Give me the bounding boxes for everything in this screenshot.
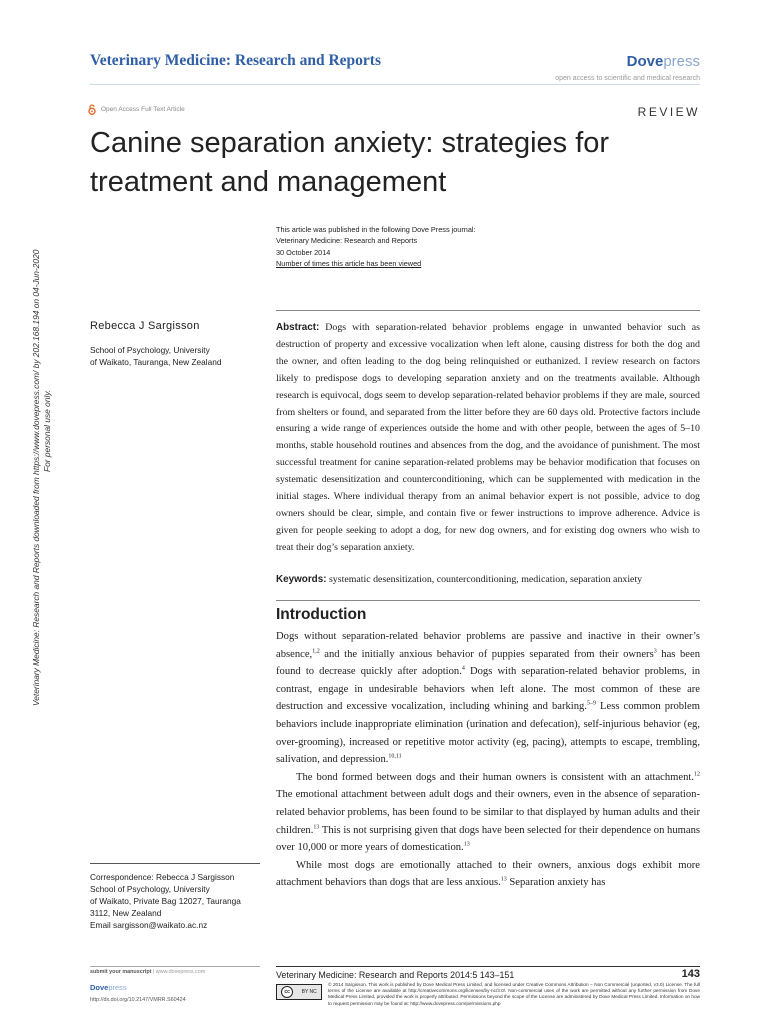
keywords xyxy=(276,572,700,588)
introduction-heading: Introduction xyxy=(276,606,367,623)
citation-ref[interactable]: 13 xyxy=(463,841,470,848)
author-name: Rebecca J Sargisson xyxy=(90,320,200,332)
correspondence-line: School of Psychology, University xyxy=(90,884,210,894)
title-line-1: Canine separation anxiety: strategies for xyxy=(90,127,610,159)
article-title xyxy=(90,124,650,202)
abstract-text: Dogs with separation-related behavior problems engage in unwanted behavior such as destruction of property and excessive vocalization when left alone, causing distress for both the dog and the owner, and often leading to the dog being relinquished or euthanized. I review research on factors likely to predispose dogs to developing separation anxiety and on the treatments available. Although research is equivocal, dogs seem to develop separation-related behavior problems if they are male, sourced from shelters or found, and separated from the litter before they are 60 days old. Protective factors include ensuring a wide range of experiences outside the home and with other people, between the ages of 5–10 months, stable household routines and absences from the dog, and the avoidance of punishment. The most successful treatment for canine separation-related problems may be behavior modification that focuses on systematic desensitization and counterconditioning, which can be supplemented with medication in the initial stages. Where individual therapy from an animal behavior expert is not possible, advice to dog owners should be clear, simple, and contain five or fewer instructions to improve adherence. Advice is given for people seeking to adopt a dog, for new dog owners, and for existing dog owners who wish to treat their dog’s separation anxiety. xyxy=(276,322,700,553)
correspondence-line: 3112, New Zealand xyxy=(90,908,162,918)
footer-divider-left xyxy=(90,966,260,967)
citation-ref[interactable]: 5–9 xyxy=(586,700,596,707)
abstract-label: Abstract: xyxy=(276,322,320,333)
keywords-label: Keywords: xyxy=(276,574,327,585)
watermark-line-2: For personal use only. xyxy=(42,389,52,473)
correspondence xyxy=(90,871,265,931)
footer-divider-right xyxy=(276,966,700,967)
dovepress-logo[interactable] xyxy=(627,53,700,70)
creative-commons-badge[interactable] xyxy=(276,984,322,1000)
intro-divider xyxy=(276,600,700,601)
license-badge-text: BY NC xyxy=(301,989,317,995)
pubinfo-line-1: This article was published in the following Dove Press journal: xyxy=(276,225,476,234)
affiliation-line: of Waikato, Tauranga, New Zealand xyxy=(90,357,222,367)
citation-ref[interactable]: 1,2 xyxy=(312,648,320,655)
pubinfo-date: 30 October 2014 xyxy=(276,247,331,257)
citation-ref[interactable]: 3 xyxy=(653,648,657,655)
header-divider xyxy=(90,84,700,85)
keywords-text: systematic desensitization, counterconditioning, medication, separation anxiety xyxy=(328,574,643,585)
paragraph-1: Dogs without separation-related behavior problems are passive and inactive in their owner’s absence,$^{1,2}$ and the initially anxious behavior of puppies separated from their owners$^3$ has been found to decrease quickly after adoption.$^4$ Dogs with separation-related behavior problems, in contrast, engage in undesirable behaviors when left alone. The most common of these are destruction and excessive vocalization, including whining and barking.$^{5-9}$ Less common problem behaviors include inappropriate elimination (urination and defecation), self-injurious behavior (eg, over-grooming), increased or repetitive motor activity (eg, pacing), attempts to escape, trembling, salivation, and depression.$^{10,11}$ xyxy=(276,631,700,766)
paragraph-3: While most dogs are emotionally attached to their owners, anxious dogs exhibit more attachment behaviors than dogs that are less anxious.$^{13}$ Separation anxiety has xyxy=(276,859,700,889)
pubinfo-journal: Veterinary Medicine: Research and Reports xyxy=(276,236,418,246)
journal-title: Veterinary Medicine: Research and Reports xyxy=(90,52,382,69)
citation-ref[interactable]: 12 xyxy=(694,771,700,778)
brand-suffix: press xyxy=(663,53,700,70)
correspondence-divider xyxy=(90,863,260,864)
publication-info xyxy=(276,224,476,270)
pubinfo-divider xyxy=(276,310,700,311)
watermark-line-1: Veterinary Medicine: Research and Reports downloaded from https://www.dovepress.com/ by 202.168.194 on 04-Jun-2020 xyxy=(31,249,41,706)
brand-main: Dove xyxy=(626,53,664,70)
license-text: © 2014 Sargisson. This work is published by Dove Medical Press Limited, and licensed under Creative Commons Attribution – Non Commercial (unported, v3.0) License. The full terms of the License are available at http://creativecommons.org/licenses/by-nc/3.0/. Non-commercial uses of the work are permitted without any further permission from Dove Medical Press Limited, provided the work is properly attributed. Permissions beyond the scope of the License are administered by Dove Medical Press Limited. Information on how to request permission may be found at: http://www.dovepress.com/permissions.php xyxy=(328,982,700,1006)
citation-ref[interactable]: 4 xyxy=(461,665,465,672)
cc-icon: cc xyxy=(281,986,293,998)
open-access-label: Open Access Full Text Article xyxy=(101,106,185,113)
abstract xyxy=(276,320,700,557)
author-affiliation xyxy=(90,344,260,368)
citation-ref[interactable]: 13 xyxy=(313,824,320,830)
introduction-body xyxy=(276,628,700,892)
paragraph-2: The bond formed between dogs and their human owners is consistent with an attachment.$^{12}$ The emotional attachment between adult dogs and their owners, even in the absence of separation-related behavior problems, has been found to be similar to that displayed by human adults and their children.$^{13}$ This is not surprising given that dogs have been selected for their dependence on humans over 10,000 or more years of domestication.$^{13}$ xyxy=(276,771,700,854)
open-access-badge xyxy=(88,104,185,115)
download-watermark xyxy=(31,156,67,706)
tagline: open access to scientific and medical research xyxy=(555,75,700,82)
footer-dovepress-logo[interactable]: Dovepress xyxy=(90,983,127,992)
open-access-icon xyxy=(88,104,96,115)
citation-ref[interactable]: 10,11 xyxy=(388,753,402,760)
doi-link[interactable]: http://dx.doi.org/10.2147/VMRR.S60424 xyxy=(90,997,186,1003)
article-type: REVIEW xyxy=(637,105,700,119)
page-number: 143 xyxy=(681,968,700,980)
journal-citation: Veterinary Medicine: Research and Reports 2014:5 143–151 xyxy=(276,970,515,980)
citation-ref[interactable]: 13 xyxy=(500,876,507,883)
affiliation-line: School of Psychology, University xyxy=(90,345,210,355)
correspondence-line: of Waikato, Private Bag 12027, Tauranga xyxy=(90,896,241,906)
title-line-2: treatment and management xyxy=(90,166,447,198)
views-link[interactable]: Number of times this article has been viewed xyxy=(276,259,422,269)
submit-manuscript-link[interactable]: submit your manuscript | www.dovepress.com xyxy=(90,969,206,975)
correspondence-line: Correspondence: Rebecca J Sargisson xyxy=(90,872,235,882)
correspondence-email[interactable]: Email sargisson@waikato.ac.nz xyxy=(90,920,208,930)
